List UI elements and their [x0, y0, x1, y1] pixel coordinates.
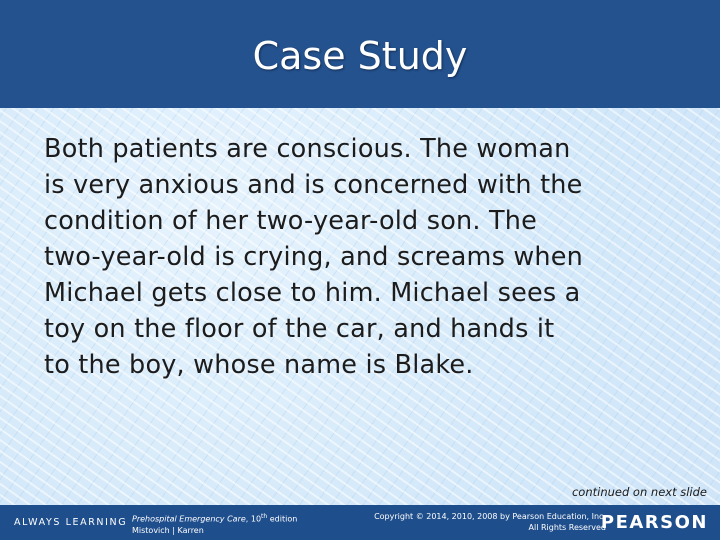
- book-title: Prehospital Emergency Care: [132, 514, 246, 524]
- pearson-logo: PEARSON: [600, 512, 708, 533]
- book-title-line: [132, 511, 297, 525]
- copyright-line-1: Copyright © 2014, 2010, 2008 by Pearson Education, Inc.: [374, 512, 606, 521]
- edition-superscript: th: [261, 513, 268, 520]
- copyright-line-2: All Rights Reserved: [528, 523, 606, 532]
- title-bar: [0, 0, 720, 108]
- always-learning-tagline: ALWAYS LEARNING: [14, 517, 128, 528]
- slide-title: Case Study: [252, 34, 468, 78]
- edition-prefix: , 10: [245, 514, 262, 524]
- copyright-notice: [374, 511, 606, 533]
- edition-suffix: edition: [267, 514, 298, 524]
- footer-bar: [0, 505, 720, 540]
- authors: Mistovich | Karren: [132, 525, 204, 535]
- continued-note: continued on next slide: [571, 485, 707, 499]
- book-info: [132, 511, 297, 536]
- body-text: Both patients are conscious. The woman is very anxious and is concerned with the condition of her two-year-old son. The two-year-old is crying, and screams when Michael gets close to him. Michael sees a toy on the floor of the car, and hands it to the boy, whose name is Blake.: [44, 134, 584, 380]
